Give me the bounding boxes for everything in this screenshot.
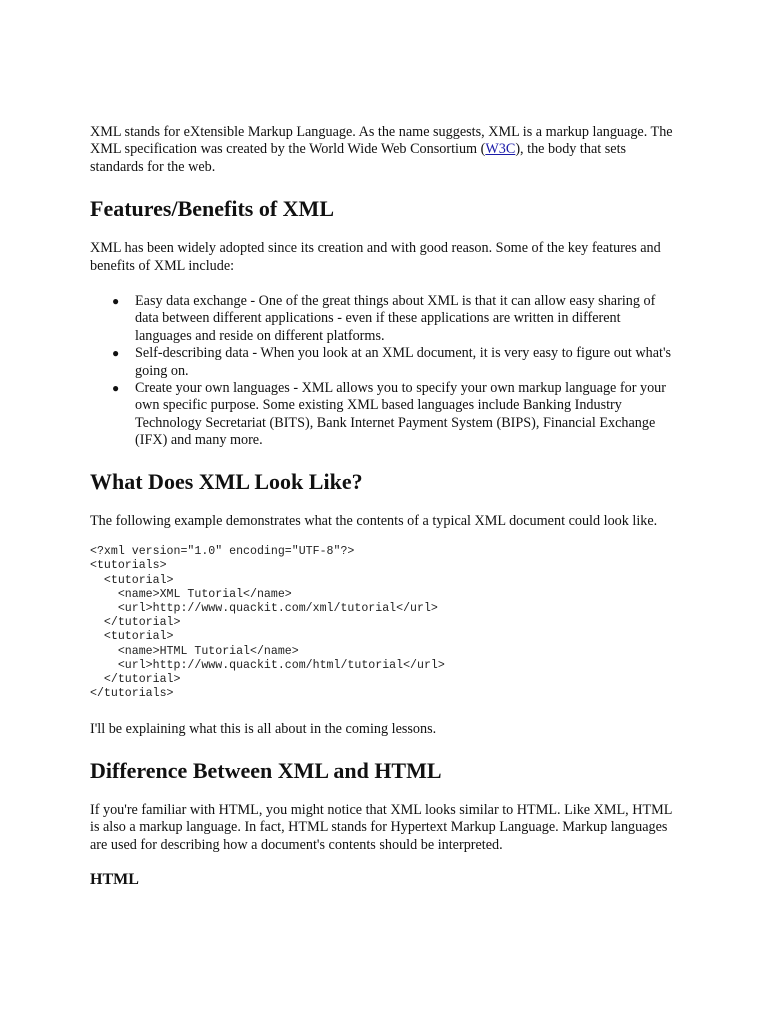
list-item-text: Self-describing data - When you look at an XML document, it is very easy to figure out what's going on.: [135, 345, 672, 379]
list-item: [90, 380, 680, 450]
intro-text-before: XML stands for eXtensible Markup Language. As the name suggests, XML is a markup language. The XML specification was created by the World Wide Web Consortium (: [90, 124, 673, 158]
w3c-link[interactable]: W3C: [485, 141, 516, 158]
list-item-text: Create your own languages - XML allows you to specify your own markup language for your own specific purpose. Some existing XML based languages include Banking Industry Technology Secretariat (BITS), Bank Internet Payment System (BIPS), Financial Exchange (IFX) and many more.: [135, 380, 666, 449]
features-list: [90, 293, 680, 450]
intro-paragraph: [90, 124, 680, 176]
list-item: [90, 293, 680, 345]
features-intro: XML has been widely adopted since its creation and with good reason. Some of the key features and benefits of XML include:: [90, 240, 661, 274]
bullet-icon: ●: [112, 346, 120, 361]
bullet-icon: ●: [112, 294, 120, 309]
document-page: [90, 124, 680, 890]
list-item: [90, 345, 680, 380]
xml-code-block: <?xml version="1.0" encoding="UTF-8"?> <tutorials> <tutorial> <name>XML Tutorial</name> <url>http://www.quackit.com/xml/tutorial</url> </tutorial> <tutorial> <name>HTML Tutorial</name> <url>http://www.quackit.com/html/tutorial</url> </tutorial> </tutorials>: [90, 545, 445, 701]
look-outro: I'll be explaining what this is all about in the coming lessons.: [90, 721, 437, 738]
html-subheading: HTML: [90, 870, 139, 888]
look-intro: The following example demonstrates what the contents of a typical XML document could look like.: [90, 512, 658, 529]
difference-body: If you're familiar with HTML, you might notice that XML looks similar to HTML. Like XML, HTML is also a markup language. In fact, HTML stands for Hypertext Markup Language. Markup languages are used for describing how a document's contents should be interpreted.: [90, 801, 672, 853]
list-item-text: Easy data exchange - One of the great things about XML is that it can allow easy sharing of data between different applications - even if these applications are written in different languages and reside on different platforms.: [135, 293, 656, 344]
bullet-icon: ●: [112, 381, 120, 396]
intro-text-after: ), the body that sets standards for the web.: [90, 141, 627, 175]
difference-heading: Difference Between XML and HTML: [90, 757, 442, 783]
look-heading: What Does XML Look Like?: [90, 468, 363, 494]
features-heading: Features/Benefits of XML: [90, 196, 334, 222]
